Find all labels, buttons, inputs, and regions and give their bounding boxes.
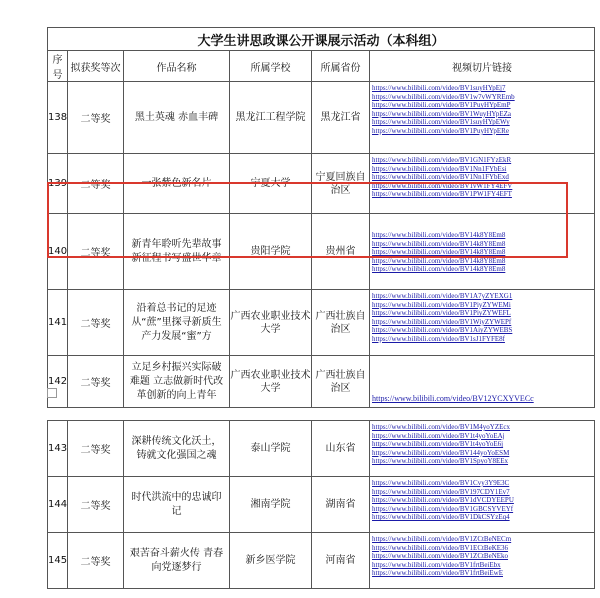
video-link[interactable]: https://www.bilibili.com/video/BV1PuyHYpERe — [372, 126, 509, 135]
row-num: 140 — [48, 214, 68, 290]
row-province: 广西壮族自治区 — [312, 290, 370, 356]
video-link[interactable]: https://www.bilibili.com/video/BV1A7yZYEXG1 — [372, 292, 513, 300]
row-num: 141 — [48, 290, 68, 356]
video-link[interactable]: https://www.bilibili.com/video/BV1PiyZYWEFL — [372, 309, 511, 318]
video-link[interactable]: https://www.bilibili.com/video/BV1t4yoYoE6j — [372, 440, 504, 449]
award-table-top — [47, 27, 595, 408]
row-award: 二等奖 — [68, 82, 124, 154]
header-school: 所属学校 — [230, 51, 312, 82]
row-num: 139 — [48, 154, 68, 214]
video-link[interactable]: https://www.bilibili.com/video/BV14k8Y8Em8 — [372, 265, 506, 274]
row-award: 二等奖 — [68, 533, 124, 589]
video-link[interactable]: https://www.bilibili.com/video/BV14k8Y8Em8 — [372, 231, 506, 240]
table-row — [48, 82, 595, 154]
table-row-highlighted — [48, 214, 595, 290]
row-award: 二等奖 — [68, 214, 124, 290]
video-link[interactable]: https://www.bilibili.com/video/BV1PuyHYpEmP — [372, 101, 511, 110]
table-row — [48, 533, 595, 589]
row-school: 黑龙江工程学院 — [230, 82, 312, 154]
row-school: 贵阳学院 — [230, 214, 312, 290]
video-link[interactable]: https://www.bilibili.com/video/BV1frtBeiEbx — [372, 560, 501, 569]
header-work: 作品名称 — [124, 51, 230, 82]
row-links — [370, 421, 595, 477]
video-link[interactable]: https://www.bilibili.com/video/BV1Nn1FYbExd — [372, 173, 509, 182]
video-link[interactable]: https://www.bilibili.com/video/BV1GN1FYzEkR — [372, 156, 512, 164]
video-link[interactable]: https://www.bilibili.com/video/BV1dVCDYEEPU — [372, 496, 514, 505]
row-award: 二等奖 — [68, 356, 124, 408]
row-num: 144 — [48, 477, 68, 533]
header-award: 拟获奖等次 — [68, 51, 124, 82]
video-link[interactable]: https://www.bilibili.com/video/BV1PiyZYWEMi — [372, 300, 511, 309]
row-work: 沿着总书记的足迹 从“蔗”里探寻新质生产力发展“蜜”方 — [124, 290, 230, 356]
row-school: 湘南学院 — [230, 477, 312, 533]
video-link[interactable]: https://www.bilibili.com/video/BV1DkCSYzEq4 — [372, 513, 510, 522]
row-links — [370, 290, 595, 356]
row-award: 二等奖 — [68, 290, 124, 356]
row-work: 艰苦奋斗薪火传 青春向党逐梦行 — [124, 533, 230, 589]
header-row — [48, 51, 595, 82]
page-break-marker — [47, 388, 57, 398]
row-work: 一张紫色新名片 — [124, 154, 230, 214]
video-link[interactable]: https://www.bilibili.com/video/BV1SpyoY8EEx — [372, 457, 509, 466]
video-link[interactable]: https://www.bilibili.com/video/BV1WuyHYpEZa — [372, 109, 511, 118]
row-province: 广西壮族自治区 — [312, 356, 370, 408]
row-work: 深耕传统文化沃土，铸就文化强国之魂 — [124, 421, 230, 477]
video-link[interactable]: https://www.bilibili.com/video/BV1PW1FY4EFT — [372, 190, 512, 199]
row-school: 新乡医学院 — [230, 533, 312, 589]
row-links — [370, 154, 595, 214]
header-num: 序号 — [48, 51, 68, 82]
row-award: 二等奖 — [68, 477, 124, 533]
award-table-bottom — [47, 420, 595, 589]
row-award: 二等奖 — [68, 154, 124, 214]
video-link[interactable]: https://www.bilibili.com/video/BV197CDY1Ev7 — [372, 487, 510, 496]
table-row — [48, 421, 595, 477]
video-link[interactable]: https://www.bilibili.com/video/BV14k8Y8Em8 — [372, 256, 506, 265]
row-links — [370, 477, 595, 533]
row-school: 宁夏大学 — [230, 154, 312, 214]
table-row — [48, 477, 595, 533]
row-work: 时代洪流中的忠诚印记 — [124, 477, 230, 533]
video-link[interactable]: https://www.bilibili.com/video/BV1Nn1FYbEsi — [372, 164, 507, 173]
row-school: 广西农业职业技术大学 — [230, 290, 312, 356]
row-links — [370, 356, 595, 408]
row-links — [370, 533, 595, 589]
row-num: 138 — [48, 82, 68, 154]
table-row — [48, 356, 595, 408]
video-link[interactable]: https://www.bilibili.com/video/BV14k8Y8Em8 — [372, 239, 506, 248]
row-award: 二等奖 — [68, 421, 124, 477]
row-province: 山东省 — [312, 421, 370, 477]
video-link[interactable]: https://www.bilibili.com/video/BV1WiyZYWEPf — [372, 317, 512, 326]
video-link[interactable]: https://www.bilibili.com/video/BV1ZCtBeNECm — [372, 535, 512, 543]
row-num: 143 — [48, 421, 68, 477]
video-link[interactable]: https://www.bilibili.com/video/BV12YCXYVECc — [372, 395, 534, 404]
video-link[interactable]: https://www.bilibili.com/video/BV1Cvy3Y9E3C — [372, 479, 510, 487]
table-title: 大学生讲思政课公开课展示活动（本科组） — [48, 28, 595, 51]
video-link[interactable]: https://www.bilibili.com/video/BV1ECtBeKE36 — [372, 543, 509, 552]
video-link[interactable]: https://www.bilibili.com/video/BV1AiyZYWEBS — [372, 326, 513, 335]
video-link[interactable]: https://www.bilibili.com/video/BV1suyHYpEj7 — [372, 84, 506, 92]
row-work: 新青年聆听先辈故事 新征程书写盛世华章 — [124, 214, 230, 290]
video-link[interactable]: https://www.bilibili.com/video/BV1t4yoYoEAj — [372, 431, 505, 440]
table-row — [48, 290, 595, 356]
row-work: 立足乡村振兴实际破难题 立志做新时代改革创新的向上青年 — [124, 356, 230, 408]
row-num: 145 — [48, 533, 68, 589]
video-link[interactable]: https://www.bilibili.com/video/BV14k8Y8Em8 — [372, 248, 506, 257]
video-link[interactable]: https://www.bilibili.com/video/BV1M4yoYZEcx — [372, 423, 510, 431]
header-links: 视频切片链接 — [370, 51, 595, 82]
row-province: 河南省 — [312, 533, 370, 589]
row-school: 泰山学院 — [230, 421, 312, 477]
row-num: 142 — [48, 356, 68, 408]
table-row — [48, 154, 595, 214]
row-province: 宁夏回族自治区 — [312, 154, 370, 214]
video-link[interactable]: https://www.bilibili.com/video/BV1frtBeiEwE — [372, 569, 503, 578]
video-link[interactable]: https://www.bilibili.com/video/BV1vW1FY4EFV — [372, 181, 513, 190]
row-links — [370, 214, 595, 290]
row-school: 广西农业职业技术大学 — [230, 356, 312, 408]
row-province: 湖南省 — [312, 477, 370, 533]
header-province: 所属省份 — [312, 51, 370, 82]
video-link[interactable]: https://www.bilibili.com/video/BV1GBCSYVEYf — [372, 504, 514, 513]
row-work: 黑土英魂 赤血丰碑 — [124, 82, 230, 154]
video-link[interactable]: https://www.bilibili.com/video/BV1sJ1FYFE8f — [372, 334, 505, 343]
video-link[interactable]: https://www.bilibili.com/video/BV144yoYoESM — [372, 448, 510, 457]
video-link[interactable]: https://www.bilibili.com/video/BV1ZCtBeNEko — [372, 552, 509, 561]
video-link[interactable]: https://www.bilibili.com/video/BV1suyHYpEWy — [372, 118, 510, 127]
row-province: 黑龙江省 — [312, 82, 370, 154]
row-province: 贵州省 — [312, 214, 370, 290]
video-link[interactable]: https://www.bilibili.com/video/BV1w7vWYREmb — [372, 92, 515, 101]
row-links — [370, 82, 595, 154]
